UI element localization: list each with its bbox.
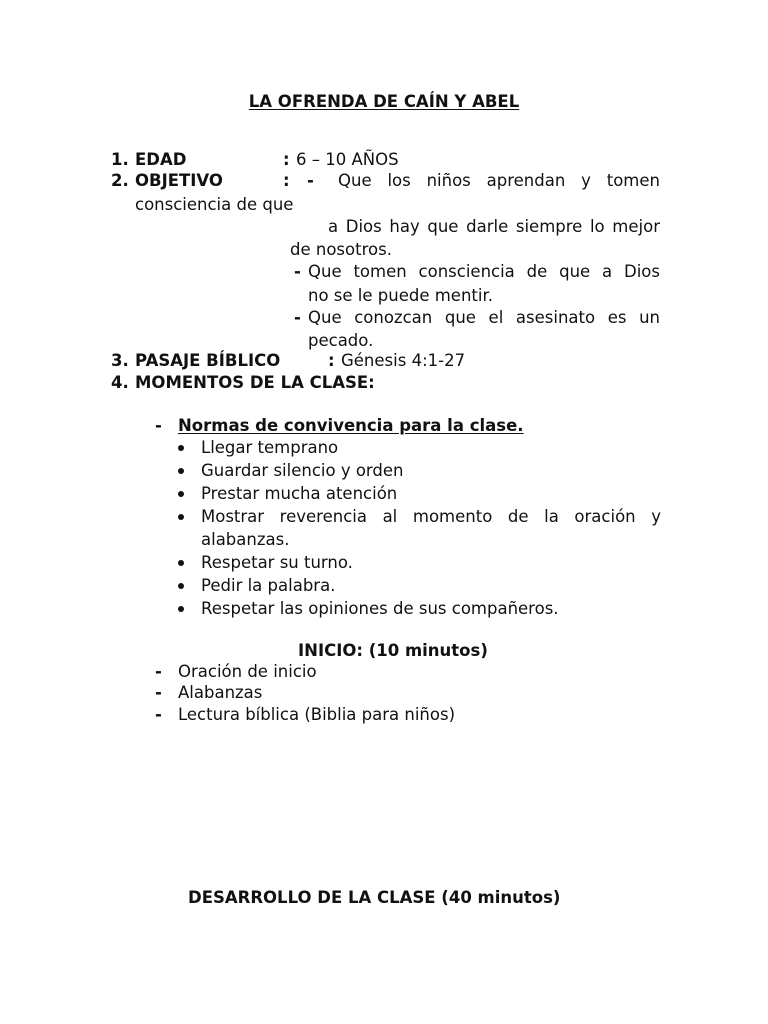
inicio-dash-1: - (155, 662, 162, 681)
objetivo-line-4: de nosotros. (290, 240, 392, 259)
objetivo-label: OBJETIVO (135, 171, 223, 190)
objetivo-line-2: consciencia de que (135, 195, 294, 214)
bullet-icon (178, 445, 184, 451)
item-number-2: 2. (111, 171, 129, 190)
item-number-3: 3. (111, 351, 129, 370)
normas-item-6: Pedir la palabra. (201, 576, 336, 595)
normas-item-7: Respetar las opiniones de sus compañeros. (201, 599, 559, 618)
inicio-item-2: Alabanzas (178, 683, 263, 702)
normas-dash: - (155, 416, 162, 435)
pasaje-value: Génesis 4:1-27 (341, 351, 466, 370)
inicio-item-1: Oración de inicio (178, 662, 317, 681)
objetivo-sub-1-line-2: no se le puede mentir. (308, 286, 493, 305)
objetivo-sub-1-line-1: Que tomen consciencia de que a Dios (308, 262, 660, 281)
normas-heading: Normas de convivencia para la clase. (178, 416, 524, 435)
edad-colon: : (283, 150, 290, 169)
item-number-1: 1. (111, 150, 129, 169)
momentos-label: MOMENTOS DE LA CLASE: (135, 373, 375, 392)
objetivo-line-3: a Dios hay que darle siempre lo mejor (328, 217, 660, 236)
edad-value: 6 – 10 AÑOS (296, 150, 399, 169)
pasaje-colon: : (328, 351, 335, 370)
bullet-icon (178, 491, 184, 497)
normas-item-4: Mostrar reverencia al momento de la oración y (201, 507, 661, 526)
bullet-icon (178, 514, 184, 520)
objetivo-sub-dash-2: - (294, 308, 301, 327)
bullet-icon (178, 560, 184, 566)
normas-item-4-cont: alabanzas. (201, 530, 290, 549)
inicio-item-3: Lectura bíblica (Biblia para niños) (178, 705, 456, 724)
objetivo-colon: : (283, 171, 290, 190)
inicio-heading: INICIO: (10 minutos) (298, 641, 488, 660)
normas-item-1: Llegar temprano (201, 438, 339, 457)
normas-item-2: Guardar silencio y orden (201, 461, 404, 480)
bullet-icon (178, 468, 184, 474)
document-title: LA OFRENDA DE CAÍN Y ABEL (248, 92, 520, 111)
bullet-icon (178, 583, 184, 589)
item-number-4: 4. (111, 373, 129, 392)
objetivo-sub-2-line-1: Que conozcan que el asesinato es un (308, 308, 660, 327)
inicio-dash-3: - (155, 705, 162, 724)
normas-item-3: Prestar mucha atención (201, 484, 398, 503)
objetivo-sub-2-line-2: pecado. (308, 331, 374, 350)
bullet-icon (178, 606, 184, 612)
objetivo-dash: - (307, 171, 314, 190)
edad-label: EDAD (135, 150, 187, 169)
objetivo-sub-dash-1: - (294, 262, 301, 281)
desarrollo-heading: DESARROLLO DE LA CLASE (40 minutos) (188, 888, 561, 907)
pasaje-label: PASAJE BÍBLICO (135, 351, 281, 370)
objetivo-line-1: Que los niños aprendan y tomen (338, 171, 660, 190)
inicio-dash-2: - (155, 683, 162, 702)
normas-item-5: Respetar su turno. (201, 553, 353, 572)
